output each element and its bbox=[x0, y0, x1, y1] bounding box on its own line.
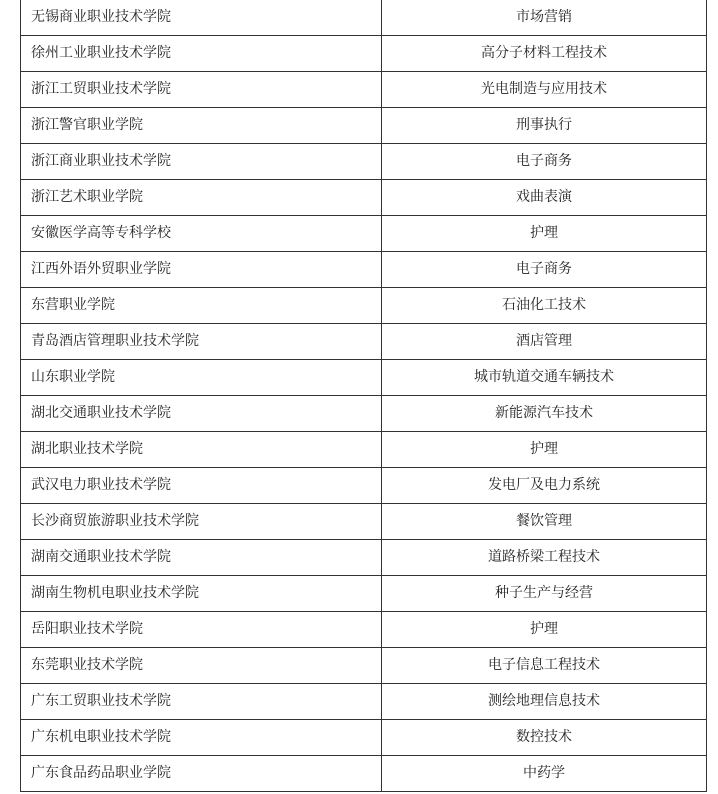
school-name-cell: 安徽医学高等专科学校 bbox=[21, 216, 382, 252]
major-name-cell: 电子商务 bbox=[382, 252, 707, 288]
table-row bbox=[21, 324, 707, 360]
major-name-cell: 测绘地理信息技术 bbox=[382, 684, 707, 720]
school-name-cell: 湖北交通职业技术学院 bbox=[21, 396, 382, 432]
table-row bbox=[21, 0, 707, 36]
school-name-cell: 长沙商贸旅游职业技术学院 bbox=[21, 504, 382, 540]
table-row bbox=[21, 360, 707, 396]
major-name-cell: 数控技术 bbox=[382, 720, 707, 756]
school-name-cell: 徐州工业职业技术学院 bbox=[21, 36, 382, 72]
major-name-cell: 市场营销 bbox=[382, 0, 707, 36]
major-name-cell: 酒店管理 bbox=[382, 324, 707, 360]
school-name-cell: 山东职业学院 bbox=[21, 360, 382, 396]
table-row bbox=[21, 72, 707, 108]
table-row bbox=[21, 108, 707, 144]
table-row bbox=[21, 144, 707, 180]
school-name-cell: 无锡商业职业技术学院 bbox=[21, 0, 382, 36]
school-name-cell: 东营职业学院 bbox=[21, 288, 382, 324]
table-row bbox=[21, 540, 707, 576]
school-name-cell: 浙江商业职业技术学院 bbox=[21, 144, 382, 180]
table-row bbox=[21, 468, 707, 504]
major-name-cell: 石油化工技术 bbox=[382, 288, 707, 324]
school-name-cell: 广东工贸职业技术学院 bbox=[21, 684, 382, 720]
major-name-cell: 护理 bbox=[382, 216, 707, 252]
table-row bbox=[21, 648, 707, 684]
major-name-cell: 高分子材料工程技术 bbox=[382, 36, 707, 72]
table-row bbox=[21, 216, 707, 252]
table-row bbox=[21, 720, 707, 756]
school-name-cell: 岳阳职业技术学院 bbox=[21, 612, 382, 648]
table-body bbox=[21, 0, 707, 792]
school-name-cell: 江西外语外贸职业学院 bbox=[21, 252, 382, 288]
major-name-cell: 刑事执行 bbox=[382, 108, 707, 144]
table-row bbox=[21, 756, 707, 792]
school-major-table bbox=[20, 0, 707, 792]
school-name-cell: 广东食品药品职业学院 bbox=[21, 756, 382, 792]
table-row bbox=[21, 288, 707, 324]
school-name-cell: 浙江艺术职业学院 bbox=[21, 180, 382, 216]
table-row bbox=[21, 684, 707, 720]
school-name-cell: 广东机电职业技术学院 bbox=[21, 720, 382, 756]
major-name-cell: 新能源汽车技术 bbox=[382, 396, 707, 432]
major-name-cell: 中药学 bbox=[382, 756, 707, 792]
major-name-cell: 戏曲表演 bbox=[382, 180, 707, 216]
school-name-cell: 浙江工贸职业技术学院 bbox=[21, 72, 382, 108]
school-name-cell: 浙江警官职业学院 bbox=[21, 108, 382, 144]
table-row bbox=[21, 432, 707, 468]
school-name-cell: 湖南生物机电职业技术学院 bbox=[21, 576, 382, 612]
major-name-cell: 护理 bbox=[382, 432, 707, 468]
school-major-table-container bbox=[20, 0, 696, 792]
table-row bbox=[21, 36, 707, 72]
school-name-cell: 东莞职业技术学院 bbox=[21, 648, 382, 684]
major-name-cell: 电子商务 bbox=[382, 144, 707, 180]
major-name-cell: 护理 bbox=[382, 612, 707, 648]
table-row bbox=[21, 180, 707, 216]
major-name-cell: 种子生产与经营 bbox=[382, 576, 707, 612]
table-row bbox=[21, 252, 707, 288]
major-name-cell: 光电制造与应用技术 bbox=[382, 72, 707, 108]
school-name-cell: 武汉电力职业技术学院 bbox=[21, 468, 382, 504]
major-name-cell: 电子信息工程技术 bbox=[382, 648, 707, 684]
table-row bbox=[21, 576, 707, 612]
major-name-cell: 道路桥梁工程技术 bbox=[382, 540, 707, 576]
major-name-cell: 城市轨道交通车辆技术 bbox=[382, 360, 707, 396]
table-row bbox=[21, 612, 707, 648]
major-name-cell: 餐饮管理 bbox=[382, 504, 707, 540]
school-name-cell: 湖南交通职业技术学院 bbox=[21, 540, 382, 576]
table-row bbox=[21, 504, 707, 540]
table-row bbox=[21, 396, 707, 432]
major-name-cell: 发电厂及电力系统 bbox=[382, 468, 707, 504]
school-name-cell: 湖北职业技术学院 bbox=[21, 432, 382, 468]
school-name-cell: 青岛酒店管理职业技术学院 bbox=[21, 324, 382, 360]
